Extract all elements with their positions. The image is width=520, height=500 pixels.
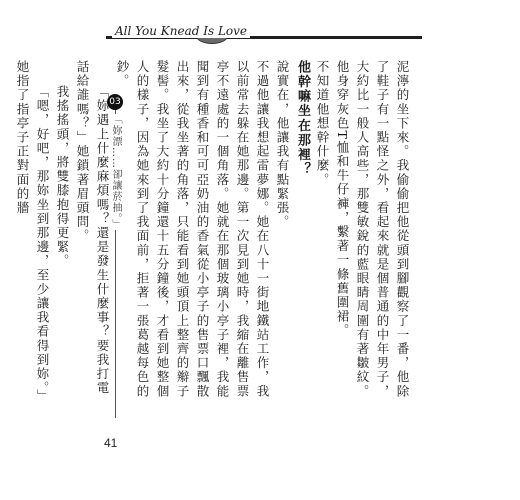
running-header-title: All You Knead Is Love: [112, 24, 250, 38]
paragraph-4: 說實在，他讓我有點緊張。: [275, 60, 290, 230]
paragraph-1: 泥濘的坐下來。我偷偷把他從頭到腳觀察了一番，他除了鞋子有一點怪之外，看起來就是個普通的中年男子，大約比一般人高些，那雙敏銳的藍眼睛周圍有著皺紋。他身穿灰色T恤和牛仔褲，繫著一條舊圍裙。: [335, 60, 410, 399]
chapter-number-badge: 03: [107, 94, 123, 110]
paragraph-5: 不過他讓我想起雷夢娜。她在八十一街地鐵站工作，我以前常去躲在她那邊。第一次見到她時，我縮在離售票亭不遠處的一個角落。她就在那個玻璃小亭子裡，我能聞到有種香和可可亞奶油的香氣從小亭子的售票口飄散出來，從我坐著的角落，只能看到她頭頂上整齊的辮子髮髻。我坐了大約十分鐘還十五分鐘後，才看到她整個人的樣子，因為她來到了我面前，拒著一張葛越每色的鈔。: [115, 60, 270, 399]
paragraph-6: 「妳遇上什麼麻煩嗎？還是發生什麼事？要我打電話給誰嗎？」她鎖著眉頭問。: [75, 60, 110, 396]
page-number: 41: [104, 436, 118, 450]
paragraph-heading: 他幹嘛坐在那裡？: [295, 60, 310, 177]
paragraph-2: 不知道他想幹什麼。: [315, 60, 330, 187]
chapter-title-label: 「妳漂……卻讓菸抽。」: [110, 114, 121, 230]
paragraph-7: 我搖搖頭，將雙膝抱得更緊。: [55, 85, 70, 269]
paragraph-8: 「嗯，好吧，那妳坐到那邊，至少讓我看得到妳。」她指了指亭子正對面的牆: [15, 60, 50, 404]
